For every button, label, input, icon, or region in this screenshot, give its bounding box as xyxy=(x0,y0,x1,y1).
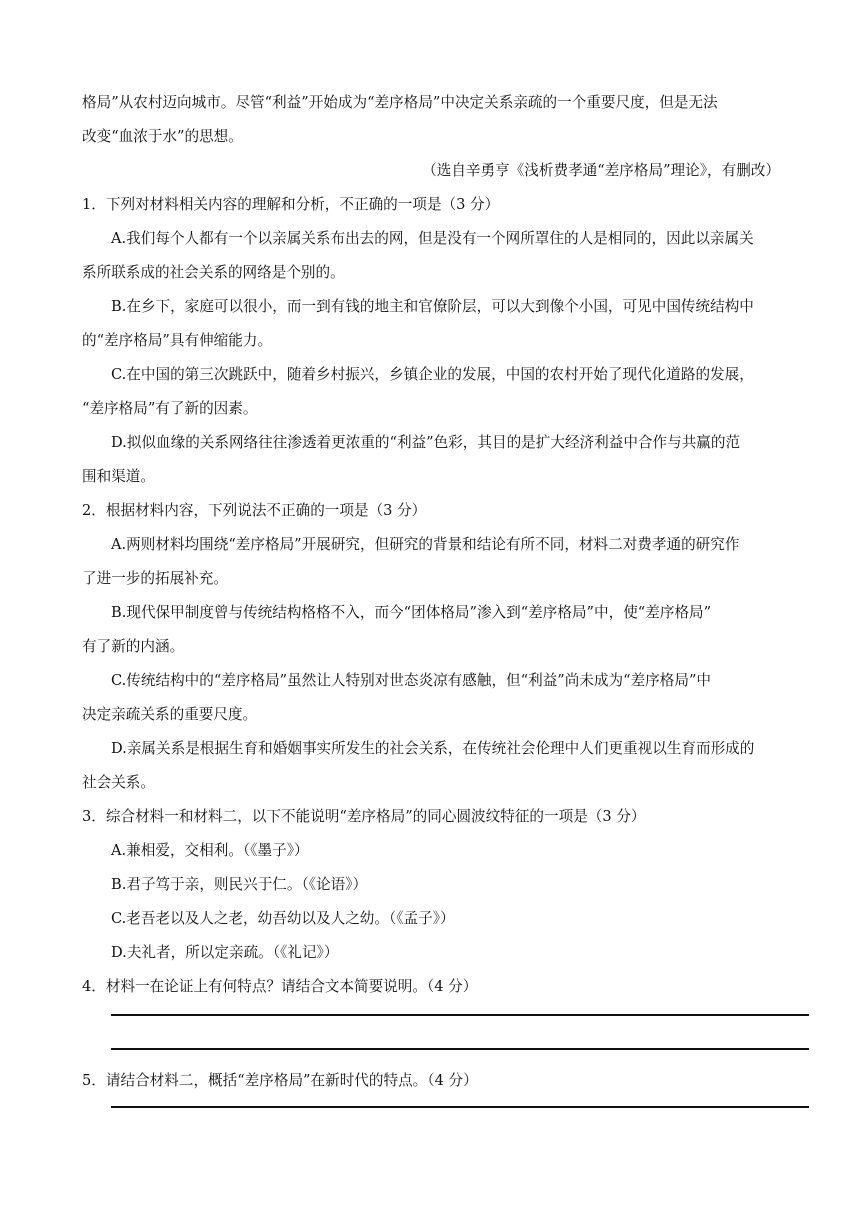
question-stem: 3．综合材料一和材料二，以下不能说明“差序格局”的同心圆波纹特征的一项是（3 分） xyxy=(82,808,646,825)
option-d: D.拟似血缘的关系网络往往渗透着更浓重的“利益”色彩，其目的是扩大经济利益中合作与共赢的范 xyxy=(111,434,741,451)
option-a: A.我们每个人都有一个以亲属关系布出去的网，但是没有一个网所罩住的人是相同的，因此以亲属关 xyxy=(111,230,754,247)
option-b-cont: 的“差序格局”具有伸缩能力。 xyxy=(82,332,273,349)
question-stem: 4．材料一在论证上有何特点？请结合文本简要说明。（4 分） xyxy=(82,978,478,995)
option-d: D.亲属关系是根据生育和婚姻事实所发生的社会关系，在传统社会伦理中人们更重视以生育而形成的 xyxy=(111,740,755,757)
option-d: D.夫礼者，所以定亲疏。（《礼记》） xyxy=(111,944,339,961)
option-a: A.兼相爱，交相利。（《墨子》） xyxy=(111,842,309,859)
option-b: B.在乡下，家庭可以很小，而一到有钱的地主和官僚阶层，可以大到像个小国，可见中国传统结构中 xyxy=(111,298,754,315)
option-b: B.君子笃于亲，则民兴于仁。（《论语》） xyxy=(111,876,368,893)
option-c-cont: “差序格局”有了新的因素。 xyxy=(82,400,258,417)
option-a-cont: 了进一步的拓展补充。 xyxy=(82,570,228,587)
option-d-cont: 社会关系。 xyxy=(82,774,155,791)
option-d-cont: 围和渠道。 xyxy=(82,468,155,485)
option-a: A.两则材料均围绕“差序格局”开展研究，但研究的背景和结论有所不同，材料二对费孝通的研究作 xyxy=(111,536,740,553)
option-b: B.现代保甲制度曾与传统结构格格不入，而今“团体格局”渗入到“差序格局”中，使“差序格局” xyxy=(111,604,712,621)
answer-line[interactable] xyxy=(111,1014,809,1016)
option-b-cont: 有了新的内涵。 xyxy=(82,638,185,655)
question-stem: 5．请结合材料二，概括“差序格局”在新时代的特点。（4 分） xyxy=(82,1072,478,1089)
question-stem: 2．根据材料内容，下列说法不正确的一项是（3 分） xyxy=(82,502,427,519)
option-c: C.老吾老以及人之老，幼吾幼以及人之幼。（《孟子》） xyxy=(111,910,455,927)
passage-line: 格局”从农村迈向城市。尽管“利益”开始成为“差序格局”中决定关系亲疏的一个重要尺度，但是无法 xyxy=(82,94,718,111)
question-1 xyxy=(82,188,778,494)
option-a-cont: 系所联系成的社会关系的网络是个别的。 xyxy=(82,264,345,281)
option-c: C.传统结构中的“差序格局”虽然让人特别对世态炎凉有感触，但“利益”尚未成为“差序格局”中 xyxy=(111,672,712,689)
question-5 xyxy=(82,1064,778,1108)
question-stem: 1．下列对材料相关内容的理解和分析，不正确的一项是（3 分） xyxy=(82,196,500,213)
question-2 xyxy=(82,494,778,800)
option-c-cont: 决定亲疏关系的重要尺度。 xyxy=(82,706,258,723)
answer-line[interactable] xyxy=(111,1106,809,1108)
question-4 xyxy=(82,970,778,1064)
source-citation: （选自辛勇亨《浅析费孝通“差序格局”理论》，有删改） xyxy=(422,162,780,179)
question-3 xyxy=(82,800,778,970)
option-c: C.在中国的第三次跳跃中，随着乡村振兴，乡镇企业的发展，中国的农村开始了现代化道路的发展， xyxy=(111,366,754,383)
passage-line: 改变“血浓于水”的思想。 xyxy=(82,128,243,145)
page-content xyxy=(82,86,778,1108)
